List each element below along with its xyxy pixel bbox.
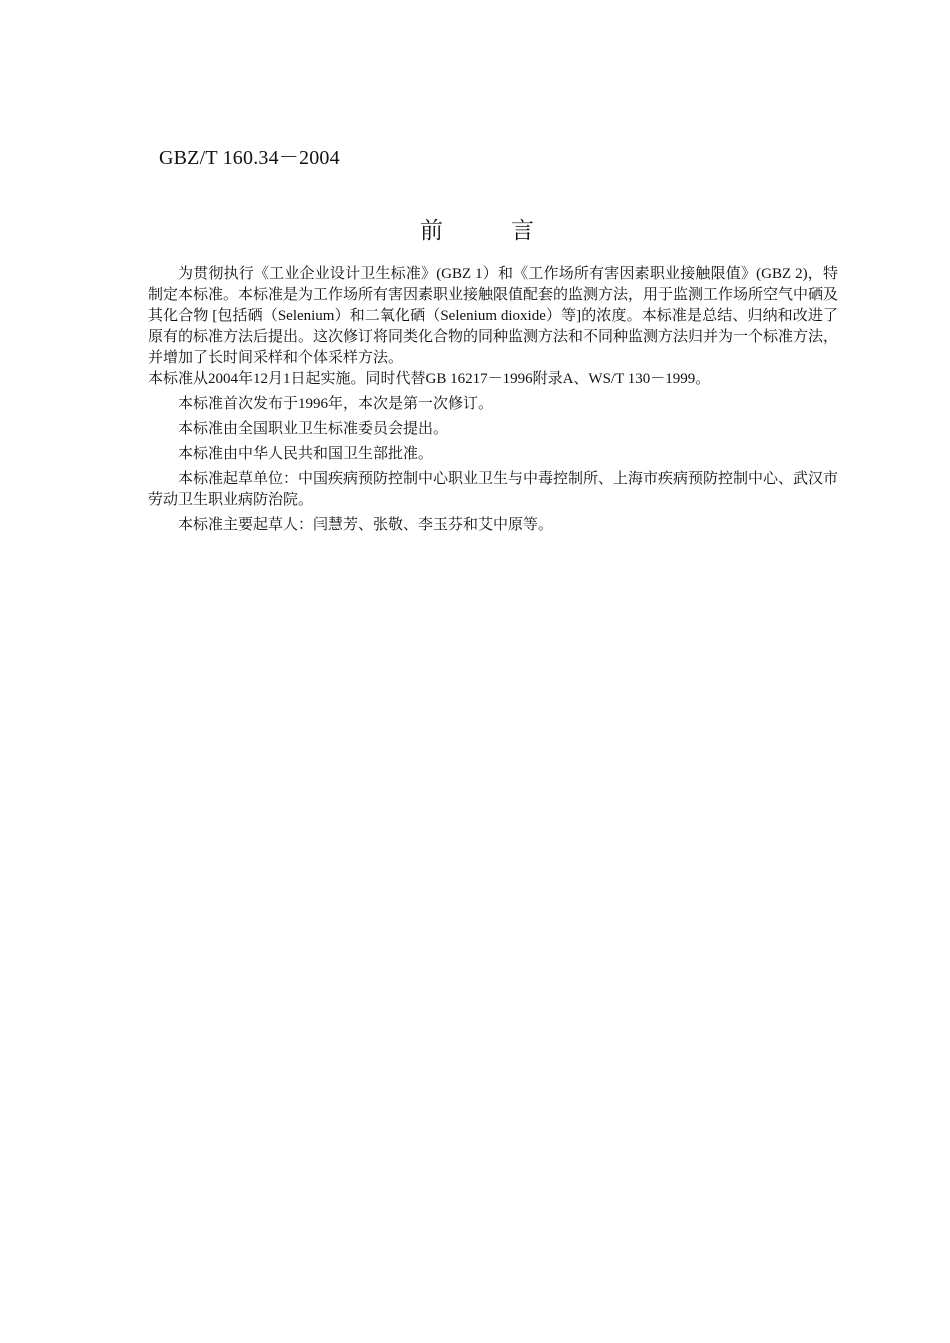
page-title: 前言	[420, 218, 602, 244]
paragraph-first-release: 本标准首次发布于1996年，本次是第一次修订。	[178, 396, 494, 412]
paragraph-drafters: 本标准主要起草人：闫慧芳、张敬、李玉芬和艾中原等。	[178, 517, 554, 533]
foreword-body	[148, 264, 838, 536]
paragraph-effective-date: 本标准从2004年12月1日起实施。同时代替GB 16217－1996附录A、WS/T 130－1999。	[148, 371, 711, 387]
paragraph-drafting-units: 本标准起草单位：中国疾病预防控制中心职业卫生与中毒控制所、上海市疾病预防控制中心、武汉市劳动卫生职业病防治院。	[148, 471, 839, 508]
paragraph-proposed-by: 本标准由全国职业卫生标准委员会提出。	[178, 421, 449, 437]
paragraph-approved-by: 本标准由中华人民共和国卫生部批准。	[178, 446, 434, 462]
paragraph-purpose: 为贯彻执行《工业企业设计卫生标准》(GBZ 1）和《工作场所有害因素职业接触限值》(GBZ 2)，特制定本标准。本标准是为工作场所有害因素职业接触限值配套的监测方法，用于监测工作场所空气中硒及其化合物 [包括硒（Selenium）和二氧化硒（Selenium dioxide）等]的浓度。本标准是总结、归纳和改进了原有的标准方法后提出。这次修订将同类化合物的同种监测方法和不同种监测方法归并为一个标准方法，并增加了长时间采样和个体采样方法。	[148, 266, 839, 366]
standard-code: GBZ/T 160.34－2004	[159, 147, 340, 169]
